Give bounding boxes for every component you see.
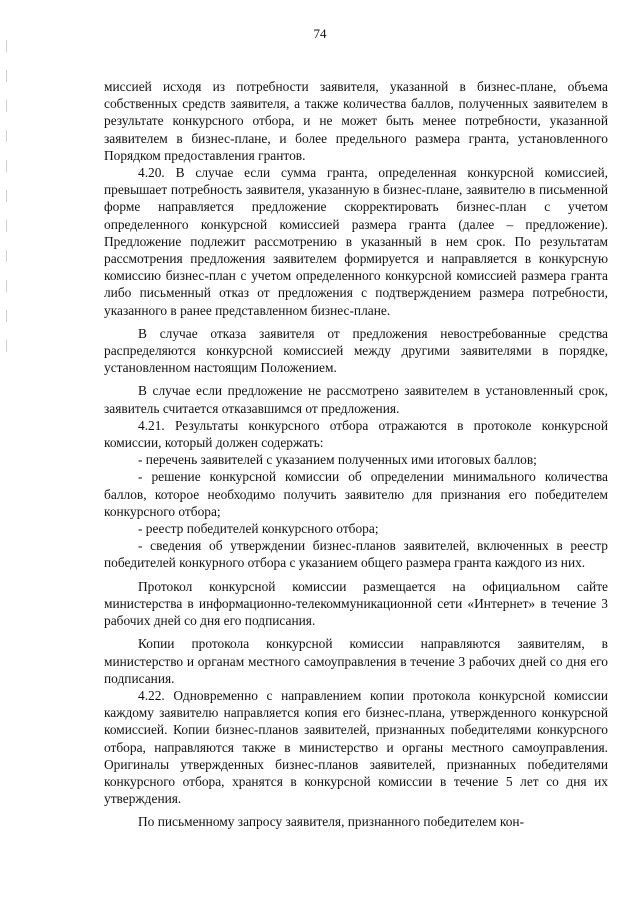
- paragraph-protocol-publication: Протокол конкурсной комиссии размещается на официальном сайте министерства в информационно-телекоммуникационной сети «Интернет» в течение 3 рабочих дней со дня его подписания.: [104, 578, 608, 629]
- paragraph-4-22: 4.22. Одновременно с направлением копии протокола конкурсной комиссии каждому заявителю направляется копия его бизнес-плана, утвержденного конкурсной комиссией. Копии бизнес-планов заявителей, признанных победителями конкурсного отбора, направляются также в министерство и органы местного самоуправления. Оригиналы утвержденных бизнес-планов заявителей, признанных победителями конкурсного отбора, хранятся в конкурсной комиссии в течение 5 лет со дня их утверждения.: [104, 687, 608, 807]
- paragraph-4-20: 4.20. В случае если сумма гранта, определенная конкурсной комиссией, превышает потребность заявителя, указанную в бизнес-плане, заявителю в письменной форме направляется предложение скорректировать бизнес-план с учетом определенного конкурсной комиссией размера гранта (далее – предложение). Предложение подлежит рассмотрению в указанный в нем срок. По результатам рассмотрения предложения заявителем формируется и направляется в конкурсную комиссию бизнес-план с учетом определенного конкурсной комиссией размера гранта либо письменный отказ от предложения с подтверждением размера потребности, указанного в ранее представленном бизнес-плане.: [104, 165, 608, 318]
- paragraph-refusal: В случае отказа заявителя от предложения невостребованные средства распределяются конкурсной комиссией между другими заявителями в порядке, установленном настоящим Положением.: [104, 325, 608, 376]
- paragraph-continuation: миссией исходя из потребности заявителя, указанной в бизнес-плане, объема собственных средств заявителя, а также количества баллов, полученных заявителем в результате конкурсного отбора, и не может быть менее потребности, указанной заявителем в бизнес-плане, и более предельного размера гранта, установленного Порядком предоставления грантов.: [104, 79, 608, 163]
- paragraph-protocol-copies: Копии протокола конкурсной комиссии направляются заявителям, в министерство и органам местного самоуправления в течение 3 рабочих дней со дня его подписания.: [104, 636, 608, 686]
- list-item-applicants: - перечень заявителей с указанием полученных ими итоговых баллов;: [138, 452, 537, 468]
- page-number: 74: [313, 26, 327, 41]
- paragraph-written-request: По письменному запросу заявителя, признанного победителем кон-: [138, 814, 525, 830]
- document-body: [104, 78, 608, 831]
- paragraph-4-21: 4.21. Результаты конкурсного отбора отражаются в протоколе конкурсной комиссии, который должен содержать:: [104, 417, 608, 451]
- list-item-decision: - решение конкурсной комиссии об определении минимального количества баллов, которое необходимо получить заявителю для признания его победителем конкурсного отбора;: [104, 469, 608, 519]
- paragraph-not-considered: В случае если предложение не рассмотрено заявителем в установленный срок, заявитель считается отказавшимся от предложения.: [104, 383, 608, 416]
- scan-edge-mark: [6, 40, 7, 360]
- list-item-approval: - сведения об утверждении бизнес-планов заявителей, включенных в реестр победителей конкурного отбора с указанием общего размера гранта каждого из них.: [104, 538, 608, 571]
- list-item-registry: - реестр победителей конкурсного отбора;: [138, 521, 379, 537]
